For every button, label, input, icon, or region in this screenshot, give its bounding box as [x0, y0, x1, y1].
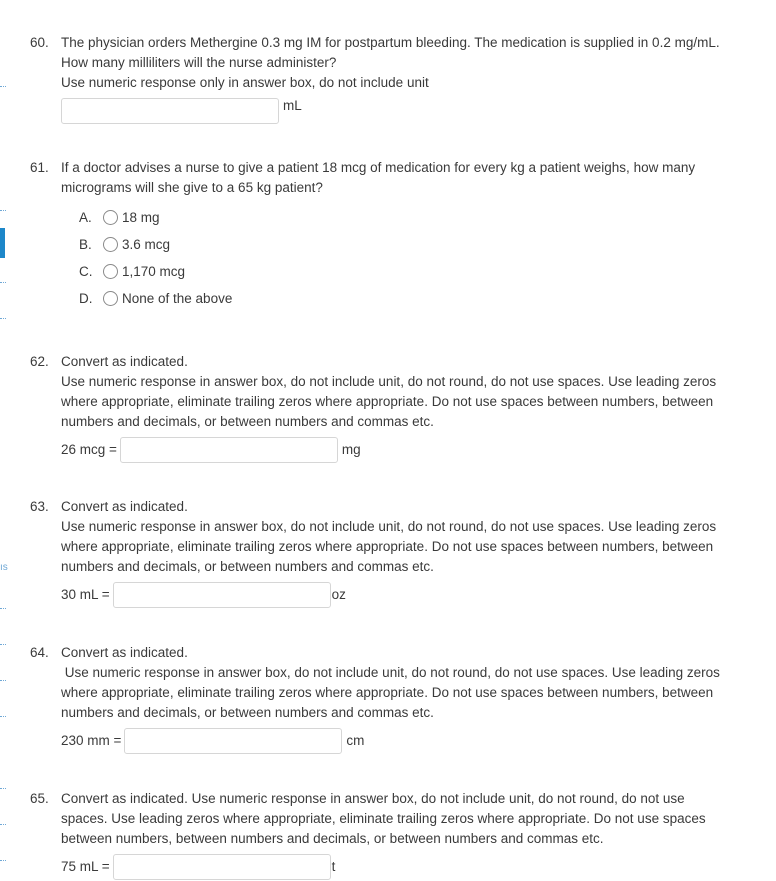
- answer-prefix: 30 mL =: [61, 587, 110, 602]
- question-text: Convert as indicated.: [61, 645, 188, 660]
- answer-prefix: 75 mL =: [61, 859, 110, 874]
- answer-unit: cm: [346, 733, 365, 748]
- question-instruction: Use numeric response only in answer box, do not include unit: [61, 75, 429, 90]
- question-text: Convert as indicated. Use numeric response in answer box, do not include unit, do not round, do not use spaces. Use leading zeros where appropriate, eliminate trailing zeros where appropriate. Do not use spaces between numbers, between numbers and decimals, or between numbers and commas etc.: [61, 791, 706, 846]
- question-65: [30, 789, 750, 881]
- nav-marker[interactable]: [0, 824, 6, 827]
- answer-unit: mg: [341, 442, 361, 457]
- question-text: Convert as indicated.: [61, 499, 188, 514]
- question-number: 65.: [30, 791, 49, 806]
- answer-prefix: 26 mcg =: [61, 442, 117, 457]
- answer-input[interactable]: [113, 854, 331, 880]
- question-instruction: Use numeric response in answer box, do not include unit, do not round, do not use spaces. Use leading zeros where appropriate, eliminate trailing zeros where appropriate. Do not use spaces between numbers, between numbers and decimals, or between numbers and commas etc.: [61, 665, 724, 720]
- radio-button[interactable]: [103, 291, 118, 306]
- question-instruction: Use numeric response in answer box, do not include unit, do not round, do not use spaces. Use leading zeros where appropriate, eliminate trailing zeros where appropriate. Do not use spaces between numbers, between numbers and decimals, or between numbers and commas etc.: [61, 374, 717, 429]
- option-label: None of the above: [122, 290, 233, 306]
- option-label: 3.6 mcg: [122, 236, 171, 252]
- option-label: 1,170 mcg: [122, 263, 186, 279]
- option-b[interactable]: [79, 231, 750, 258]
- question-number: 60.: [30, 35, 49, 50]
- answer-input[interactable]: [124, 728, 342, 754]
- nav-marker[interactable]: [0, 716, 6, 719]
- option-a[interactable]: [79, 204, 750, 231]
- question-number: 61.: [30, 160, 49, 175]
- answer-input[interactable]: [61, 98, 279, 124]
- option-letter: B.: [79, 236, 92, 252]
- question-text: Convert as indicated.: [61, 354, 188, 369]
- option-label: 18 mg: [122, 209, 160, 225]
- nav-marker[interactable]: [0, 608, 6, 611]
- nav-marker[interactable]: [0, 318, 6, 321]
- question-number: 63.: [30, 499, 49, 514]
- answer-unit: mL: [283, 98, 302, 113]
- nav-marker[interactable]: [0, 86, 6, 89]
- answer-options: [79, 204, 750, 312]
- question-text: The physician orders Methergine 0.3 mg IM for postpartum bleeding. The medication is supplied in 0.2 mg/mL. How many milliliters will the nurse administer?: [61, 35, 720, 70]
- question-text: If a doctor advises a nurse to give a patient 18 mcg of medication for every kg a patient weighs, how many micrograms will she give to a 65 kg patient?: [61, 160, 696, 195]
- answer-unit: t: [331, 859, 336, 874]
- question-62: [30, 352, 750, 464]
- option-c[interactable]: [79, 258, 750, 285]
- nav-marker[interactable]: [0, 282, 6, 285]
- nav-label-fragment: ıs: [0, 562, 8, 573]
- question-instruction: Use numeric response in answer box, do not include unit, do not round, do not use spaces. Use leading zeros where appropriate, eliminate trailing zeros where appropriate. Do not use spaces between numbers, between numbers and decimals, or between numbers and commas etc.: [61, 519, 717, 574]
- nav-marker[interactable]: [0, 860, 6, 863]
- question-61: [30, 158, 750, 312]
- question-number: 64.: [30, 645, 49, 660]
- answer-unit: oz: [331, 587, 346, 602]
- question-63: [30, 497, 750, 609]
- answer-row: [61, 97, 750, 125]
- nav-marker[interactable]: [0, 680, 6, 683]
- option-letter: C.: [79, 263, 93, 279]
- answer-row: [61, 581, 750, 609]
- nav-marker[interactable]: [0, 788, 6, 791]
- nav-marker[interactable]: [0, 644, 6, 647]
- question-64: [30, 643, 750, 755]
- radio-button[interactable]: [103, 264, 118, 279]
- option-letter: A.: [79, 209, 92, 225]
- answer-input[interactable]: [120, 437, 338, 463]
- question-nav-rail: [0, 0, 10, 877]
- option-d[interactable]: [79, 285, 750, 312]
- answer-prefix: 230 mm =: [61, 733, 122, 748]
- radio-button[interactable]: [103, 237, 118, 252]
- answer-row: [61, 436, 750, 464]
- answer-input[interactable]: [113, 582, 331, 608]
- answer-row: [61, 727, 750, 755]
- nav-marker[interactable]: [0, 210, 6, 213]
- question-number: 62.: [30, 354, 49, 369]
- nav-marker-active[interactable]: [0, 228, 5, 258]
- radio-button[interactable]: [103, 210, 118, 225]
- option-letter: D.: [79, 290, 93, 306]
- question-60: [30, 33, 750, 125]
